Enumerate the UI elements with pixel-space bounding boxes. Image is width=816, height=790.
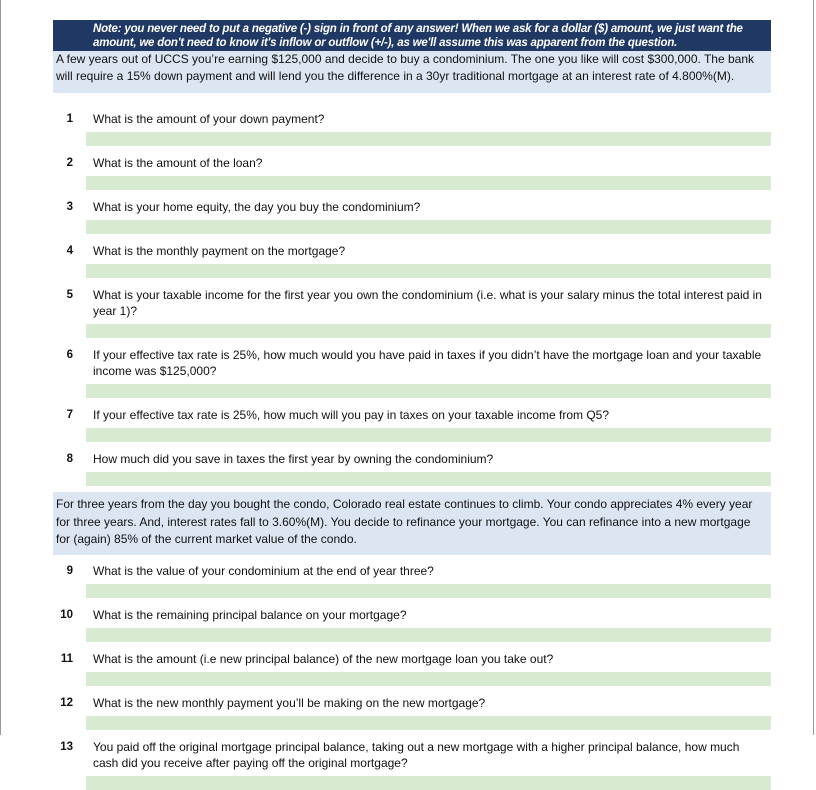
- question-text: If your effective tax rate is 25%, how much will you pay in taxes on your taxable income from Q5?: [93, 408, 610, 422]
- note-banner: Note: you never need to put a negative (-) sign in front of any answer! When we ask for a dollar ($) amount, we just want the amount, we don't need to know it's inflow or outflow (+/-), as we'll assume this was apparent from the question.: [53, 20, 771, 51]
- scenario-paragraph: For three years from the day you bought the condo, Colorado real estate continues to climb. Your condo appreciates 4% every year for three years. And, interest rates fall to 3.60%(M). You decide to refinance your mortgage. You can refinance into a new mortgage for (again) 85% of the current market value of the condo.: [53, 492, 771, 555]
- answer-field[interactable]: [86, 584, 771, 598]
- question-number: 2: [66, 157, 73, 169]
- question-number: 1: [66, 113, 73, 125]
- page-right-border: [813, 0, 814, 735]
- question-text: What is the monthly payment on the mortgage?: [93, 244, 346, 258]
- question-9: [53, 563, 771, 598]
- answer-field[interactable]: [86, 428, 771, 442]
- question-number: 13: [60, 740, 73, 753]
- question-text: What is your taxable income for the first year you own the condominium (i.e. what is your salary minus the total interest paid in year 1)?: [93, 288, 762, 318]
- answer-field[interactable]: [86, 776, 771, 790]
- question-number: 4: [66, 245, 73, 257]
- answer-field[interactable]: [86, 472, 771, 486]
- question-text: What is the remaining principal balance on your mortgage?: [93, 607, 407, 622]
- question-10: [53, 607, 771, 642]
- question-12: [53, 695, 771, 730]
- answer-field[interactable]: [86, 628, 771, 642]
- question-number: 5: [66, 289, 73, 301]
- answer-field[interactable]: [86, 132, 771, 146]
- question-number: 7: [66, 409, 73, 421]
- question-11: [53, 651, 771, 686]
- answer-field[interactable]: [86, 176, 771, 190]
- intro-paragraph: A few years out of UCCS you’re earning $125,000 and decide to buy a condominium. The one you like will cost $300,000. The bank will require a 15% down payment and will lend you the difference in a 30yr traditional mortgage at an interest rate of 4.800%(M).: [53, 51, 771, 93]
- question-text: What is your home equity, the day you buy the condominium?: [93, 200, 421, 214]
- question-7: [53, 407, 771, 442]
- question-number: 8: [66, 453, 73, 465]
- question-1: [53, 111, 771, 146]
- question-2: [53, 155, 771, 190]
- question-number: 6: [66, 349, 73, 361]
- answer-field[interactable]: [86, 672, 771, 686]
- answer-field[interactable]: [86, 324, 771, 338]
- question-number: 3: [66, 201, 73, 213]
- question-text: What is the value of your condominium at the end of year three?: [93, 563, 434, 578]
- answer-field[interactable]: [86, 716, 771, 730]
- question-text: What is the amount of the loan?: [93, 156, 263, 170]
- question-text: How much did you save in taxes the first year by owning the condominium?: [93, 452, 494, 466]
- question-text: What is the amount of your down payment?: [93, 112, 325, 126]
- answer-field[interactable]: [86, 264, 771, 278]
- question-text: What is the new monthly payment you’ll be making on the new mortgage?: [93, 695, 486, 710]
- question-number: 9: [66, 564, 73, 577]
- question-4: [53, 243, 771, 278]
- question-number: 10: [60, 608, 73, 621]
- page-left-border: [0, 0, 1, 735]
- answer-field[interactable]: [86, 384, 771, 398]
- question-text: If your effective tax rate is 25%, how much would you have paid in taxes if you didn’t have the mortgage loan and your taxable income was $125,000?: [93, 348, 762, 378]
- question-number: 11: [60, 652, 73, 665]
- worksheet: [53, 20, 771, 790]
- question-number: 12: [60, 696, 73, 709]
- question-8: [53, 451, 771, 486]
- question-text: You paid off the original mortgage principal balance, taking out a new mortgage with a higher principal balance, how much cash did you receive after paying off the original mortgage?: [93, 739, 740, 770]
- question-6: [53, 347, 771, 398]
- question-text: What is the amount (i.e new principal balance) of the new mortgage loan you take out?: [93, 651, 554, 666]
- question-13: [53, 739, 771, 790]
- question-5: [53, 287, 771, 338]
- question-3: [53, 199, 771, 234]
- answer-field[interactable]: [86, 220, 771, 234]
